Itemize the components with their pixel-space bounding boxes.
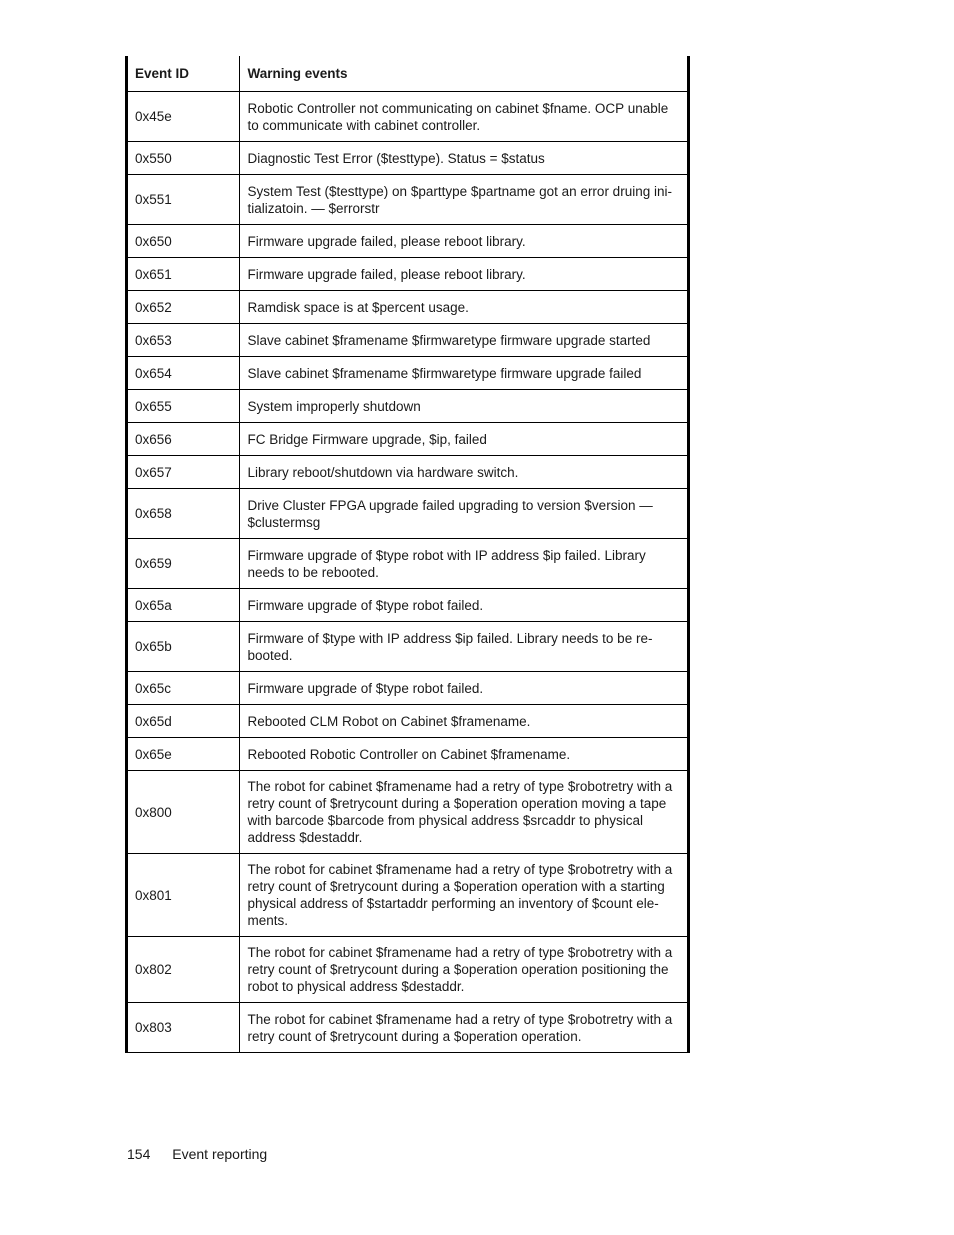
event-description-cell: System improperly shutdown — [239, 390, 687, 423]
table-header-row — [128, 56, 687, 92]
table-row — [128, 423, 687, 456]
table-row — [128, 622, 687, 672]
event-description-cell: System Test ($testtype) on $parttype $partname got an error druing ini-tializatoin. — $errorstr — [239, 175, 687, 225]
table-row — [128, 92, 687, 142]
event-description-cell: The robot for cabinet $framename had a retry of type $robotretry with a retry count of $retrycount during a $operation operation moving a tape with barcode $barcode from physical address $srcaddr to physical address $destaddr. — [239, 771, 687, 854]
warning-events-table — [128, 56, 687, 1053]
event-id-cell: 0x65b — [128, 622, 239, 672]
event-id-cell: 0x658 — [128, 489, 239, 539]
page-footer — [127, 1145, 267, 1163]
event-id-cell: 0x652 — [128, 291, 239, 324]
event-id-cell: 0x65e — [128, 738, 239, 771]
event-id-cell: 0x656 — [128, 423, 239, 456]
table-row — [128, 291, 687, 324]
page-number: 154 — [127, 1146, 151, 1162]
event-description-cell: Ramdisk space is at $percent usage. — [239, 291, 687, 324]
event-id-cell: 0x65a — [128, 589, 239, 622]
table-row — [128, 390, 687, 423]
event-description-cell: Robotic Controller not communicating on cabinet $fname. OCP unable to communicate with cabinet controller. — [239, 92, 687, 142]
table-row — [128, 142, 687, 175]
event-description-cell: Diagnostic Test Error ($testtype). Status = $status — [239, 142, 687, 175]
event-id-cell: 0x655 — [128, 390, 239, 423]
event-description-cell: Firmware upgrade of $type robot with IP address $ip failed. Library needs to be rebooted. — [239, 539, 687, 589]
table-row — [128, 539, 687, 589]
table-row — [128, 589, 687, 622]
table-row — [128, 324, 687, 357]
event-table-container — [125, 56, 690, 1053]
event-id-cell: 0x550 — [128, 142, 239, 175]
event-id-cell: 0x650 — [128, 225, 239, 258]
table-row — [128, 854, 687, 937]
event-description-cell: FC Bridge Firmware upgrade, $ip, failed — [239, 423, 687, 456]
event-id-cell: 0x657 — [128, 456, 239, 489]
event-id-cell: 0x651 — [128, 258, 239, 291]
event-id-cell: 0x45e — [128, 92, 239, 142]
event-description-cell: Firmware upgrade of $type robot failed. — [239, 589, 687, 622]
table-row — [128, 258, 687, 291]
event-id-cell: 0x65c — [128, 672, 239, 705]
event-id-cell: 0x653 — [128, 324, 239, 357]
event-description-cell: Firmware of $type with IP address $ip failed. Library needs to be re-booted. — [239, 622, 687, 672]
table-row — [128, 357, 687, 390]
event-description-cell: The robot for cabinet $framename had a retry of type $robotretry with a retry count of $retrycount during a $operation operation. — [239, 1003, 687, 1053]
table-row — [128, 672, 687, 705]
event-description-cell: Library reboot/shutdown via hardware switch. — [239, 456, 687, 489]
event-description-cell: Firmware upgrade failed, please reboot library. — [239, 258, 687, 291]
event-description-cell: Drive Cluster FPGA upgrade failed upgrading to version $version — $clustermsg — [239, 489, 687, 539]
event-description-cell: Slave cabinet $framename $firmwaretype firmware upgrade failed — [239, 357, 687, 390]
event-description-cell: Rebooted Robotic Controller on Cabinet $framename. — [239, 738, 687, 771]
header-event-id: Event ID — [128, 56, 239, 92]
event-description-cell: Rebooted CLM Robot on Cabinet $framename. — [239, 705, 687, 738]
table-row — [128, 705, 687, 738]
event-description-cell: The robot for cabinet $framename had a retry of type $robotretry with a retry count of $retrycount during a $operation operation with a starting physical address of $startaddr performing an inventory of $count ele-ments. — [239, 854, 687, 937]
event-description-cell: Firmware upgrade failed, please reboot library. — [239, 225, 687, 258]
event-id-cell: 0x551 — [128, 175, 239, 225]
table-row — [128, 456, 687, 489]
table-row — [128, 937, 687, 1003]
event-id-cell: 0x801 — [128, 854, 239, 937]
table-row — [128, 771, 687, 854]
table-row — [128, 175, 687, 225]
table-row — [128, 738, 687, 771]
event-description-cell: Slave cabinet $framename $firmwaretype firmware upgrade started — [239, 324, 687, 357]
event-id-cell: 0x654 — [128, 357, 239, 390]
event-id-cell: 0x65d — [128, 705, 239, 738]
section-title: Event reporting — [172, 1146, 268, 1162]
event-description-cell: Firmware upgrade of $type robot failed. — [239, 672, 687, 705]
event-id-cell: 0x803 — [128, 1003, 239, 1053]
event-id-cell: 0x802 — [128, 937, 239, 1003]
event-id-cell: 0x800 — [128, 771, 239, 854]
table-row — [128, 1003, 687, 1053]
event-id-cell: 0x659 — [128, 539, 239, 589]
header-warning-events: Warning events — [239, 56, 687, 92]
event-description-cell: The robot for cabinet $framename had a retry of type $robotretry with a retry count of $retrycount during a $operation operation positioning the robot to physical address $destaddr. — [239, 937, 687, 1003]
table-row — [128, 489, 687, 539]
table-row — [128, 225, 687, 258]
